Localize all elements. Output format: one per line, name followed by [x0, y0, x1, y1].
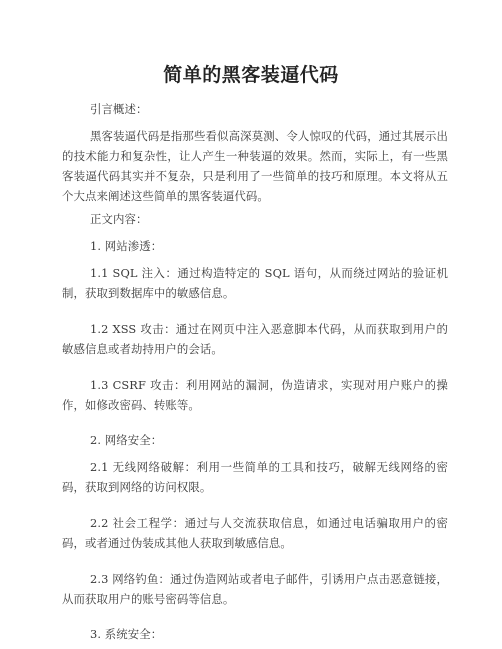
- intro-paragraph: 黑客装逼代码是指那些看似高深莫测、令人惊叹的代码，通过其展示出的技术能力和复杂性，让人产生一种装逼的效果。然而，实际上，有一些黑客装逼代码其实并不复杂，只是利用了一些简单的技巧和原理。本文将从五个大点来阐述这些简单的黑客装逼代码。: [62, 129, 448, 203]
- list-item-2-1: 2.1 无线网络破解：利用一些简单的工具和技巧，破解无线网络的密码，获取到网络的访问权限。: [62, 460, 448, 494]
- list-item-1-3: 1.3 CSRF 攻击：利用网站的漏洞，伪造请求，实现对用户账户的操作，如修改密码、转账等。: [62, 378, 448, 412]
- list-item-1-2: 1.2 XSS 攻击：通过在网页中注入恶意脚本代码，从而获取到用户的敏感信息或者劫持用户的会话。: [62, 322, 448, 356]
- page-title: 简单的黑客装逼代码: [163, 64, 339, 86]
- section-heading-3: 3. 系统安全：: [90, 627, 163, 641]
- list-item-2-3: 2.3 网络钓鱼：通过伪造网站或者电子邮件，引诱用户点击恶意链接，从而获取用户的账号密码等信息。: [62, 572, 448, 606]
- section-heading-2: 2. 网络安全：: [90, 433, 163, 447]
- intro-heading: 引言概述：: [90, 102, 148, 116]
- body-heading: 正文内容：: [90, 212, 148, 226]
- section-heading-1: 1. 网站渗透：: [90, 239, 163, 253]
- list-item-2-2: 2.2 社会工程学：通过与人交流获取信息，如通过电话骗取用户的密码，或者通过伪装成其他人获取到敏感信息。: [62, 516, 448, 550]
- list-item-1-1: 1.1 SQL 注入：通过构造特定的 SQL 语句，从而绕过网站的验证机制，获取到数据库中的敏感信息。: [62, 266, 448, 300]
